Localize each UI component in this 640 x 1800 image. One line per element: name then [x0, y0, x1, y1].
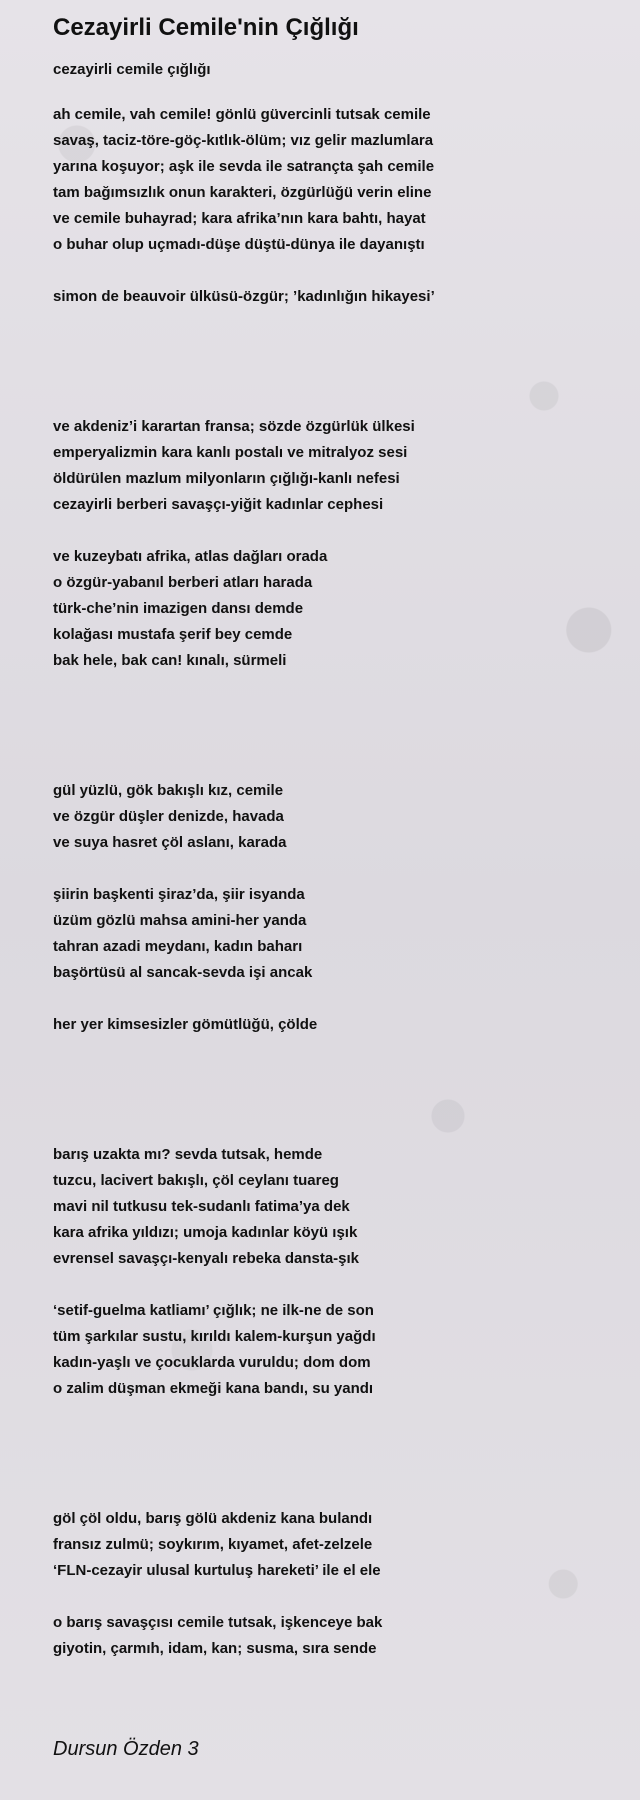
stanza-break [53, 310, 613, 336]
stanza-break [53, 258, 613, 284]
poem-line: ‘setif-guelma katliamı’ çığlık; ne ilk-ne de son [53, 1302, 374, 1319]
poem-line: şiirin başkenti şiraz’da, şiir isyanda [53, 886, 305, 903]
stanza-break [53, 1584, 613, 1610]
poem-line: başörtüsü al sancak-sevda işi ancak [53, 964, 313, 981]
poem-line: mavi nil tutkusu tek-sudanlı fatima’ya dek [53, 1198, 350, 1215]
stanza-break [53, 986, 613, 1012]
stanza-break [53, 1064, 613, 1090]
poem-line: emperyalizmin kara kanlı postalı ve mitralyoz sesi [53, 444, 408, 461]
poem-line: o buhar olup uçmadı-düşe düştü-dünya ile dayanıştı [53, 236, 425, 253]
poem-line: savaş, taciz-töre-göç-kıtlık-ölüm; vız gelir mazlumlara [53, 132, 434, 149]
poem-line: ve suya hasret çöl aslanı, karada [53, 834, 287, 851]
poem-line: ve cemile buhayrad; kara afrika’nın kara bahtı, hayat [53, 210, 426, 227]
poem-line: simon de beauvoir ülküsü-özgür; ’kadınlığın hikayesi’ [53, 288, 435, 305]
stanza-break [53, 362, 613, 388]
poem-line: ‘FLN-cezayir ulusal kurtuluş hareketi’ ile el ele [53, 1562, 381, 1579]
stanza-break [53, 1038, 613, 1064]
poem-line: barış uzakta mı? sevda tutsak, hemde [53, 1146, 323, 1163]
poem-line: üzüm gözlü mahsa amini-her yanda [53, 912, 307, 929]
poem-title: Cezayirli Cemile'nin Çığlığı [53, 14, 359, 41]
poem-line: o zalim düşman ekmeği kana bandı, su yandı [53, 1380, 374, 1397]
stanza-break [53, 674, 613, 700]
author-name[interactable]: Dursun Özden 3 [53, 1738, 199, 1760]
stanza-break [53, 1428, 613, 1454]
poem-line: kadın-yaşlı ve çocuklarda vuruldu; dom dom [53, 1354, 371, 1371]
poem-line: yarına koşuyor; aşk ile sevda ile satrançta şah cemile [53, 158, 435, 175]
poem-line: ve özgür düşler denizde, havada [53, 808, 284, 825]
stanza-break [53, 1116, 613, 1142]
poem-subtitle: cezayirli cemile çığlığı [53, 61, 211, 78]
poem-line: evrensel savaşçı-kenyalı rebeka dansta-şık [53, 1250, 360, 1267]
stanza-break [53, 726, 613, 752]
stanza-break [53, 336, 613, 362]
poem-line: giyotin, çarmıh, idam, kan; susma, sıra sende [53, 1640, 377, 1657]
poem-line: ah cemile, vah cemile! gönlü güvercinli tutsak cemile [53, 106, 431, 123]
poem-container [53, 12, 613, 1662]
poem-line: o özgür-yabanıl berberi atları harada [53, 574, 313, 591]
stanza-break [53, 1272, 613, 1298]
poem-line: tam bağımsızlık onun karakteri, özgürlüğü verin eline [53, 184, 432, 201]
stanza-break [53, 1454, 613, 1480]
stanza-break [53, 518, 613, 544]
poem-line: o barış savaşçısı cemile tutsak, işkenceye bak [53, 1614, 383, 1631]
poem-line: ve kuzeybatı afrika, atlas dağları orada [53, 548, 328, 565]
stanza-break [53, 388, 613, 414]
stanza-break [53, 856, 613, 882]
poem-line: cezayirli berberi savaşçı-yiğit kadınlar cephesi [53, 496, 384, 513]
stanza-break [53, 1090, 613, 1116]
poem-line: kara afrika yıldızı; umoja kadınlar köyü ışık [53, 1224, 358, 1241]
poem-line: öldürülen mazlum milyonların çığlığı-kanlı nefesi [53, 470, 400, 487]
poem-line: tuzcu, lacivert bakışlı, çöl ceylanı tuareg [53, 1172, 339, 1189]
poem-line: tüm şarkılar sustu, kırıldı kalem-kurşun yağdı [53, 1328, 376, 1345]
poem-line: gül yüzlü, gök bakışlı kız, cemile [53, 782, 284, 799]
stanza-break [53, 700, 613, 726]
poem-line: göl çöl oldu, barış gölü akdeniz kana bulandı [53, 1510, 373, 1527]
poem-line: fransız zulmü; soykırım, kıyamet, afet-zelzele [53, 1536, 373, 1553]
poem-line: her yer kimsesizler gömütlüğü, çölde [53, 1016, 318, 1033]
stanza-break [53, 752, 613, 778]
poem-line: türk-che’nin imazigen dansı demde [53, 600, 304, 617]
poem-line: ve akdeniz’i karartan fransa; sözde özgürlük ülkesi [53, 418, 415, 435]
poem-line: tahran azadi meydanı, kadın baharı [53, 938, 303, 955]
stanza-break [53, 1480, 613, 1506]
poem-line: kolağası mustafa şerif bey cemde [53, 626, 293, 643]
poem-line: bak hele, bak can! kınalı, sürmeli [53, 652, 287, 669]
poem-body [53, 102, 613, 1662]
stanza-break [53, 1402, 613, 1428]
